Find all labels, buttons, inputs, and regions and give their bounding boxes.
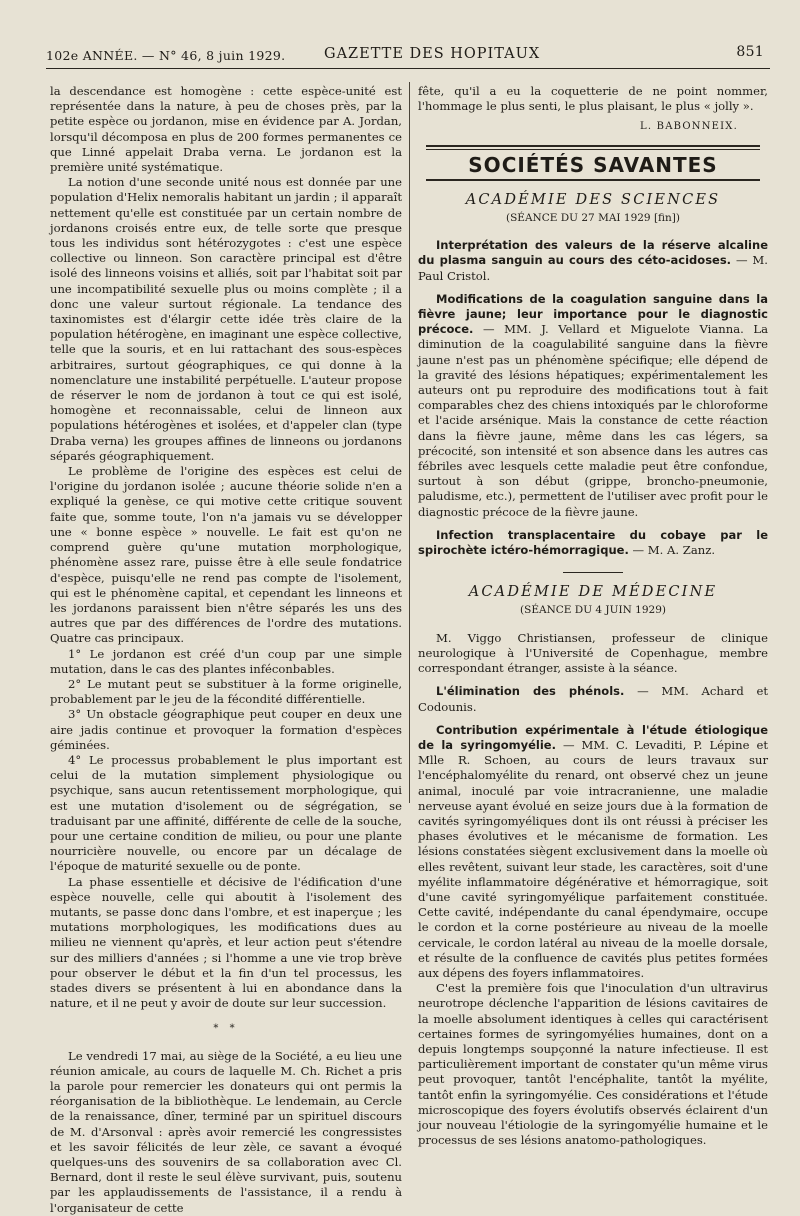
paragraph: Le vendredi 17 mai, au siège de la Société, a eu lieu une réunion amicale, au cours de laquelle M. Ch. Richet a pris la parole pour remercier les donateurs qui ont permis la réorganisation de la bibliothèque. Le lendemain, au Cercle de la renaissance, dîner, terminé par un spirituel discours de M. d'Arsonval : après avoir remercié les congressistes et les savoir félicités de leur zèle, ce savant a évoqué quelques-uns des souvenirs de sa collaboration avec Cl. Bernard, dont il reste le seul élève survivant, puis, soutenu par les applaudissements de l'assistance, il a rendu à l'organisateur de cette [50, 1048, 402, 1215]
communication-title: Infection transplacentaire du cobaye par le spirochète ictéro-hémorragique. [418, 527, 768, 558]
academy-title: ACADÉMIE DE MÉDECINE [468, 584, 718, 601]
section-rule [426, 145, 760, 147]
page-number: 851 [736, 44, 764, 60]
paragraph: 4° Le processus probablement le plus important est celui de la mutation simplement physiologique ou psychique, sans aucun retentissement morphologique, qui est une mutation d'isolement ou de ségrégation, se traduisant par une affinité, différente de celle de la souche, pour une certaine condition de milieu, ou pour une plante nourricière nouvelle, ou encore par un décalage de l'époque de maturité sexuelle ou de ponte. [50, 752, 402, 874]
left-column [50, 84, 402, 1216]
communication-title: Interprétation des valeurs de la réserve alcaline du plasma sanguin au cours des céto-acidoses. [418, 238, 768, 268]
column-divider [409, 82, 410, 803]
communication-text: — MM. C. Levaditi, P. Lépine et Mlle R. Schoen, au cours de leurs travaux sur l'encéphalomyélite du renard, ont observé chez un jeune animal, inoculé par voie intracranienne, une maladie nerveuse ayant évolué en seize jours due à la formation de cavités syringomyéliques dont ils ont réussi à préciser les phases évolutives et le mécanisme de formation. Les lésions constatées siègent exclusivement dans la moelle où elles revêtent, suivant leur stade, les caractères, soit d'une myélite inflammatoire dégénérative et hémorragique, soit d'une cavité syringomyélique parfaitement constituée. Cette cavité, indépendante du canal épendymaire, occupe le cordon et la corne postérieure au niveau de la moelle cervicale, le cordon latéral au niveau de la moelle dorsale, et résulte de la confluence de cavités plus petites formées aux dépens des foyers inflammatoires. [418, 737, 768, 980]
academy-title: ACADÉMIE DES SCIENCES [465, 191, 721, 208]
session-date: (SÉANCE DU 4 JUIN 1929) [520, 604, 666, 617]
communication-text: — M. A. Zanz. [632, 543, 716, 558]
section-separator: * * [213, 1023, 239, 1035]
section-rule [426, 149, 760, 150]
paragraph: La notion d'une seconde unité nous est donnée par une population d'Helix nemoralis habitant un jardin ; il apparaît nettement qu'elle est constituée par un certain nombre de jordanons croisés entre eux, de telle sorte que presque tous les individus sont hétérozygotes : c'est une espèce collective ou linneon. Son caractère principal est d'être isolé des linneons voisins et alliés, soit par l'habitat soit par une incompatibilité sexuelle plus ou moins complète ; il a donc une valeur surtout régionale. La tendance des taxinomistes est d'élargir cette idée très claire de la population hétérogène, en imaginant une espèce collective, telle que la souris, et en lui rattachant des sous-espèces arbitraires, surtout géographiques, ce qui donne à la nomenclature une instabilité perpétuelle. L'auteur propose de réserver le nom de jordanon à tout ce qui est isolé, homogène et reconnaissable, celui de linneon aux populations hétérogènes et isolées, et d'appeler clan (type Draba verna) les groupes affines de linneons ou jordanons séparés géographiquement. [50, 175, 402, 463]
paragraph: la descendance est homogène : cette espèce-unité est représentée dans la nature, à peu de choses près, par la petite espèce ou jordanon, mise en évidence par A. Jordan, lorsqu'il décomposa en plus de 200 formes permanentes ce que Linné appelait Draba verna. Le jordanon est la première unité systématique. [50, 84, 402, 175]
paragraph: 3° Un obstacle géographique peut couper en deux une aire jadis continue et provoquer la formation d'espèces géminées. [50, 707, 402, 752]
communication-text: — M. Paul Cristol. [418, 253, 768, 283]
paragraph: 1° Le jordanon est créé d'un coup par une simple mutation, dans le cas des plantes inféconbables. [50, 646, 402, 676]
communication [418, 528, 768, 558]
paragraph: C'est la première fois que l'inoculation d'un ultravirus neurotrope déclenche l'apparition de lésions cavitaires de la moelle absolument identiques à celles qui caractérisent certaines formes de syringomyélies humaines, dont on a depuis longtemps soupçonné la nature infectieuse. Il est particulièrement important de constater qu'un même virus peut provoquer, tantôt l'encéphalite, tantôt la myélite, tantôt enfin la syringomyélie. Ces considérations et l'étude microscopique des foyers évolutifs observés éclairent d'un jour nouveau l'étiologie de la syringomyélie humaine et le processus de ses lésions anatomo-pathologiques. [418, 981, 768, 1148]
paragraph: 2° Le mutant peut se substituer à la forme originelle, probablement par le jeu de la fécondité différentielle. [50, 676, 402, 707]
paragraph: Le problème de l'origine des espèces est celui de l'origine du jordanon isolée ; aucune théorie solide n'en a expliqué la genèse, ce qui motive cette critique souvent faite que, somme toute, l'on n'a jamais vu se développer une « bonne espèce » nouvelle. Le fait est qu'on ne comprend guère qu'une mutation morphologique, phénomène assez rare, puisse être à elle seule fondatrice d'espèce, puisqu'elle ne rend pas compte de l'isolement, qui est le phénomène capital, et cependant les linneons et les jordanons paraissent bien n'être séparés les uns des autres que par des différences de l'ordre des mutations. Quatre cas principaux. [50, 464, 402, 646]
short-rule [563, 572, 623, 573]
author-signature: L. BABONNEIX. [640, 121, 738, 133]
header-rule [46, 68, 770, 69]
communication-title: Modifications de la coagulation sanguine dans la fièvre jaune; leur importance pour le diagnostic précoce. [418, 291, 768, 337]
right-column [418, 84, 768, 1148]
section-rule [426, 179, 760, 181]
paragraph: La phase essentielle et décisive de l'édification d'une espèce nouvelle, celle qui aboutit à l'isolement des mutants, se passe donc dans l'ombre, et est inaperçue ; les mutations morphologiques, les modifications dues au milieu ne viennent qu'après, et leur action peut s'étendre sur des milliers d'années ; si l'homme a une vie trop brève pour observer le début et la fin d'un tel processus, les stades divers se présentent à lui en abondance dans la nature, et il ne peut y avoir de doute sur leur succession. [50, 874, 402, 1011]
issue-info: 102e ANNÉE. — N° 46, 8 juin 1929. [46, 48, 286, 63]
paragraph: M. Viggo Christiansen, professeur de clinique neurologique à l'Université de Copenhague, membre correspondant étranger, assiste à la séance. [418, 630, 768, 676]
page-header [46, 44, 770, 66]
communication [418, 292, 768, 520]
communication [418, 723, 768, 981]
journal-title: GAZETTE DES HOPITAUX [324, 46, 541, 62]
communication [418, 684, 768, 714]
session-date: (SÉANCE DU 27 MAI 1929 [fin]) [506, 212, 680, 225]
paragraph: fête, qu'il a eu la coquetterie de ne point nommer, l'hommage le plus senti, le plus plaisant, le plus « jolly ». [418, 84, 768, 114]
communication-title: L'élimination des phénols. [436, 684, 625, 699]
communication-title: Contribution expérimentale à l'étude étiologique de la syringomyélie. [418, 722, 768, 752]
communication [418, 238, 768, 284]
section-title: SOCIÉTÉS SAVANTES [468, 152, 718, 177]
communication-text: — MM. Achard et Codounis. [418, 684, 769, 714]
communication-text: — MM. J. Vellard et Miguelote Vianna. La diminution de la coagulabilité sanguine dans la fièvre jaune n'est pas un phénomène spécifique; elle dépend de la gravité des lésions hépatiques; expérimentalement les auteurs ont pu reproduire des modifications tout à fait comparables chez des chiens intoxiqués par le chloroforme et l'acide arsénique. Mais la constance de cette réaction dans la fièvre jaune, même dans les cas légers, sa précocité, son intensité et son absence dans les autres cas fébriles avec lesquels cette maladie peut être confondue, surtout à son début (grippe, broncho-pneumonie, paludisme, etc.), permettent de l'utiliser avec profit pour le diagnostic précoce de la fièvre jaune. [418, 322, 769, 519]
